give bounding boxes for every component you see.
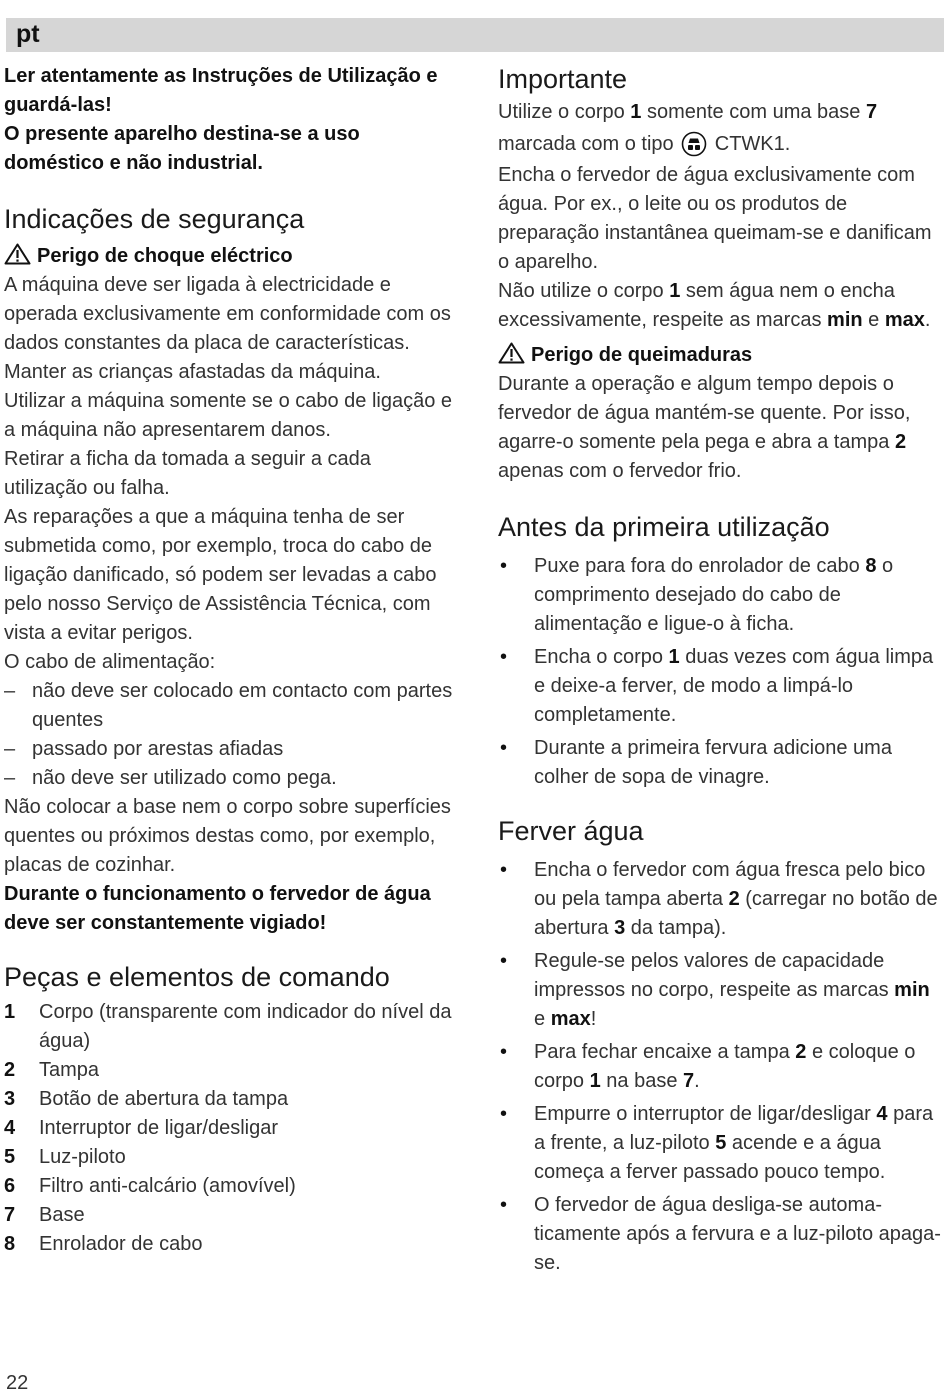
safety-paragraph: Manter as crianças afastadas da máquina. xyxy=(4,361,381,383)
left-column xyxy=(4,62,454,1259)
important-paragraph: marcada com o tipo CTWK1. xyxy=(498,133,791,155)
list-item: 5 Luz-piloto xyxy=(4,1146,126,1168)
page-number: 22 xyxy=(6,1372,29,1394)
burn-warning-title: Perigo de queimaduras xyxy=(531,344,753,366)
list-item: 3 Botão de abertura da tampa xyxy=(4,1088,289,1110)
safety-paragraph: As reparações a que a máquina tenha de ser submetida como, por exemplo, troca do cabo de ligação danificado, só podem ser levadas a cabo pelo nosso Serviço de Assistência Técnica, com vista a evitar perigos. xyxy=(4,506,437,644)
list-item: • Encha o corpo 1 duas vezes com água limpa e deixe-a ferver, de modo a limpá-lo completamente. xyxy=(500,646,934,726)
dash-marker: – xyxy=(4,738,16,760)
list-item: • Empurre o interruptor de ligar/desligar 4 para a frente, a luz-piloto 5 acende e a água começa a ferver passado pouco tempo. xyxy=(500,1103,934,1183)
list-item: 2 Tampa xyxy=(4,1059,100,1081)
safety-paragraph: Retirar a ficha da tomada a seguir a cada utilização ou falha. xyxy=(4,448,371,499)
intro-domestic-use: O presente aparelho destina-se a uso doméstico e não industrial. xyxy=(4,123,360,174)
safety-heading: Indicações de segurança xyxy=(4,204,305,234)
list-item: – passado por arestas afiadas xyxy=(4,735,454,764)
safety-paragraph: A máquina deve ser ligada à electricidade e operada exclusivamente em conformidade com os dados constantes da placa de características. xyxy=(4,274,451,354)
list-item: 8 Enrolador de cabo xyxy=(4,1233,203,1255)
dash-marker: – xyxy=(4,680,16,702)
warning-triangle-icon xyxy=(498,342,525,364)
list-item: • O fervedor de água desliga-se automa-ticamente após a fervura e a luz-piloto apaga-se. xyxy=(500,1194,941,1274)
first-use-heading: Antes da primeira utilização xyxy=(498,512,830,542)
parts-list xyxy=(4,998,454,1259)
list-item: 7 Base xyxy=(4,1204,85,1226)
important-paragraph: Utilize o corpo 1 somente com uma base 7 xyxy=(498,101,878,123)
important-paragraph: Encha o fervedor de água exclusivamente com água. Por ex., o leite ou os produtos de preparação instantânea queimam-se e danificam o aparelho. xyxy=(498,164,932,273)
kettle-base-type-icon xyxy=(681,131,707,157)
boil-water-list xyxy=(498,856,946,1278)
burn-paragraph: Durante a operação e algum tempo depois o fervedor de água mantém-se quente. Por isso, agarre-o somente pela pega e abra a tampa 2 apenas com o fervedor frio. xyxy=(498,373,911,482)
list-item: – não deve ser utilizado como pega. xyxy=(4,764,454,793)
intro-read-instructions: Ler atentamente as Instruções de Utilização e guardá-las! xyxy=(4,65,438,116)
right-column xyxy=(498,62,946,1282)
shock-warning-title: Perigo de choque eléctrico xyxy=(37,245,293,267)
list-item: • Puxe para fora do enrolador de cabo 8 o comprimento desejado do cabo de alimentação e ligue-o à ficha. xyxy=(500,555,894,635)
language-header-bar xyxy=(6,18,944,52)
list-item: 4 Interruptor de ligar/desligar xyxy=(4,1117,279,1139)
safety-paragraph: O cabo de alimentação: xyxy=(4,651,216,673)
safety-paragraph: Utilizar a máquina somente se o cabo de ligação e a máquina não apresentarem danos. xyxy=(4,390,453,441)
list-item: • Regule-se pelos valores de capacidade impressos no corpo, respeite as marcas min e max! xyxy=(500,950,930,1030)
supervision-warning: Durante o funcionamento o fervedor de água deve ser constantemente vigiado! xyxy=(4,883,431,934)
list-item: • Para fechar encaixe a tampa 2 e coloque o corpo 1 na base 7. xyxy=(500,1041,916,1092)
list-item: • Encha o fervedor com água fresca pelo bico ou pela tampa aberta 2 (carregar no botão de abertura 3 da tampa). xyxy=(500,859,938,939)
cable-warning-list xyxy=(4,677,454,793)
shock-warning-heading xyxy=(4,242,454,271)
warning-triangle-icon xyxy=(4,243,31,265)
first-use-list xyxy=(498,552,946,792)
boil-water-heading: Ferver água xyxy=(498,816,644,846)
dash-marker: – xyxy=(4,767,16,789)
list-item: – não deve ser colocado em contacto com partes quentes xyxy=(4,677,454,735)
important-paragraph: Não utilize o corpo 1 sem água nem o encha excessivamente, respeite as marcas min e max. xyxy=(498,280,931,331)
parts-heading: Peças e elementos de comando xyxy=(4,962,390,992)
important-heading: Importante xyxy=(498,64,628,94)
language-code: pt xyxy=(16,20,40,48)
safety-paragraph: Não colocar a base nem o corpo sobre superfícies quentes ou próximos destas como, por exemplo, placas de cozinhar. xyxy=(4,796,451,876)
list-item: • Durante a primeira fervura adicione uma colher de sopa de vinagre. xyxy=(500,737,892,788)
burn-warning-heading xyxy=(498,341,946,370)
list-item: 6 Filtro anti-calcário (amovível) xyxy=(4,1175,296,1197)
list-item: 1 Corpo (transparente com indicador do nível da água) xyxy=(4,1001,452,1052)
